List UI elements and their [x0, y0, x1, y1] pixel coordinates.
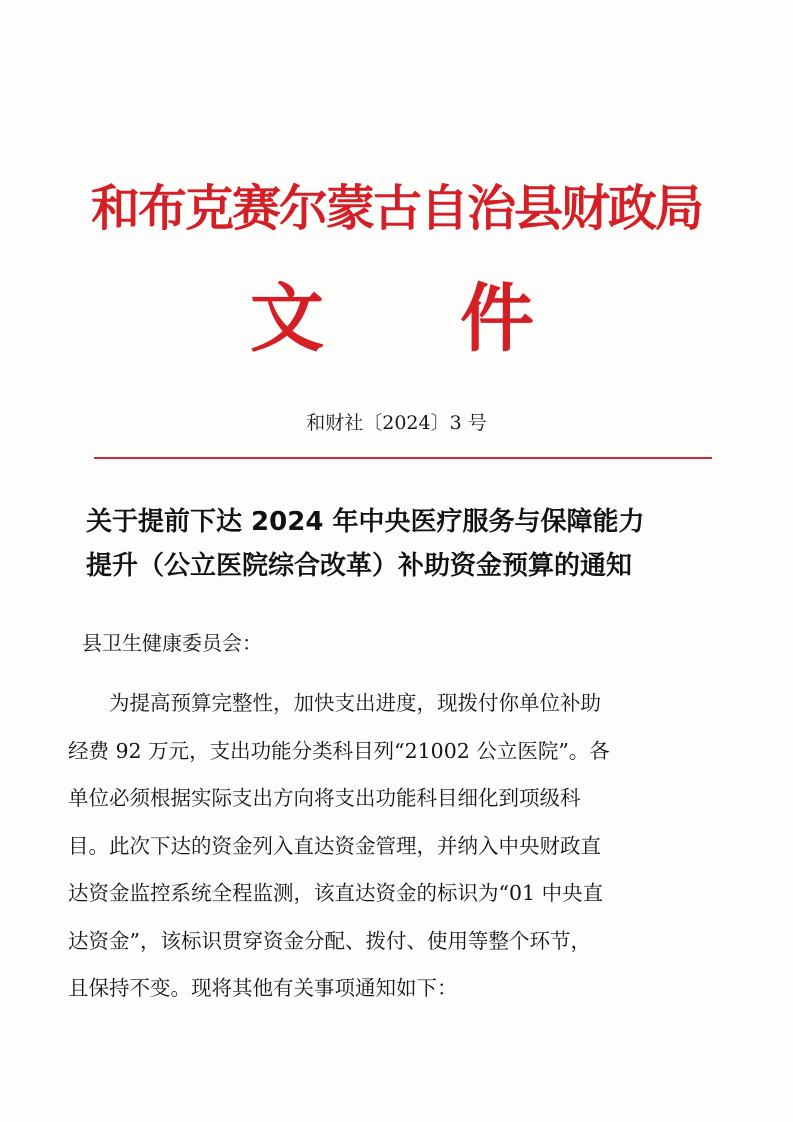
- notice-title: [86, 500, 726, 588]
- red-separator-line: [94, 457, 712, 459]
- document-type-char-1: 文: [250, 276, 324, 362]
- notice-title-line-1: 关于提前下达 2024 年中央医疗服务与保障能力: [86, 507, 645, 537]
- notice-title-line-2: 提升（公立医院综合改革）补助资金预算的通知: [86, 551, 633, 581]
- body-line: 达资金监控系统全程监测，该直达资金的标识为“01 中央直: [68, 881, 604, 905]
- issuer-masthead: 和布克赛尔蒙古自治县财政局: [90, 179, 702, 237]
- body-line: 为提高预算完整性，加快支出进度，现拨付你单位补助: [68, 691, 601, 715]
- document-type-char-2: 件: [460, 276, 534, 362]
- body-line: 目。此次下达的资金列入直达资金管理，并纳入中央财政直: [68, 833, 601, 858]
- document-type-heading: [0, 274, 793, 364]
- body-line: 单位必须根据实际支出方向将支出功能科目细化到项级科: [68, 786, 581, 810]
- body-line: 达资金”，该标识贯穿资金分配、拨付、使用等整个环节，: [68, 928, 591, 953]
- document-number: 和财社〔2024〕3 号: [306, 412, 487, 434]
- body-line: 经费 92 万元，支出功能分类科目列“21002 公立医院”。各: [68, 738, 610, 763]
- addressee: 县卫生健康委员会：: [82, 631, 262, 655]
- body-line: 且保持不变。现将其他有关事项通知如下：: [68, 976, 458, 1000]
- body-paragraph: [68, 680, 728, 1013]
